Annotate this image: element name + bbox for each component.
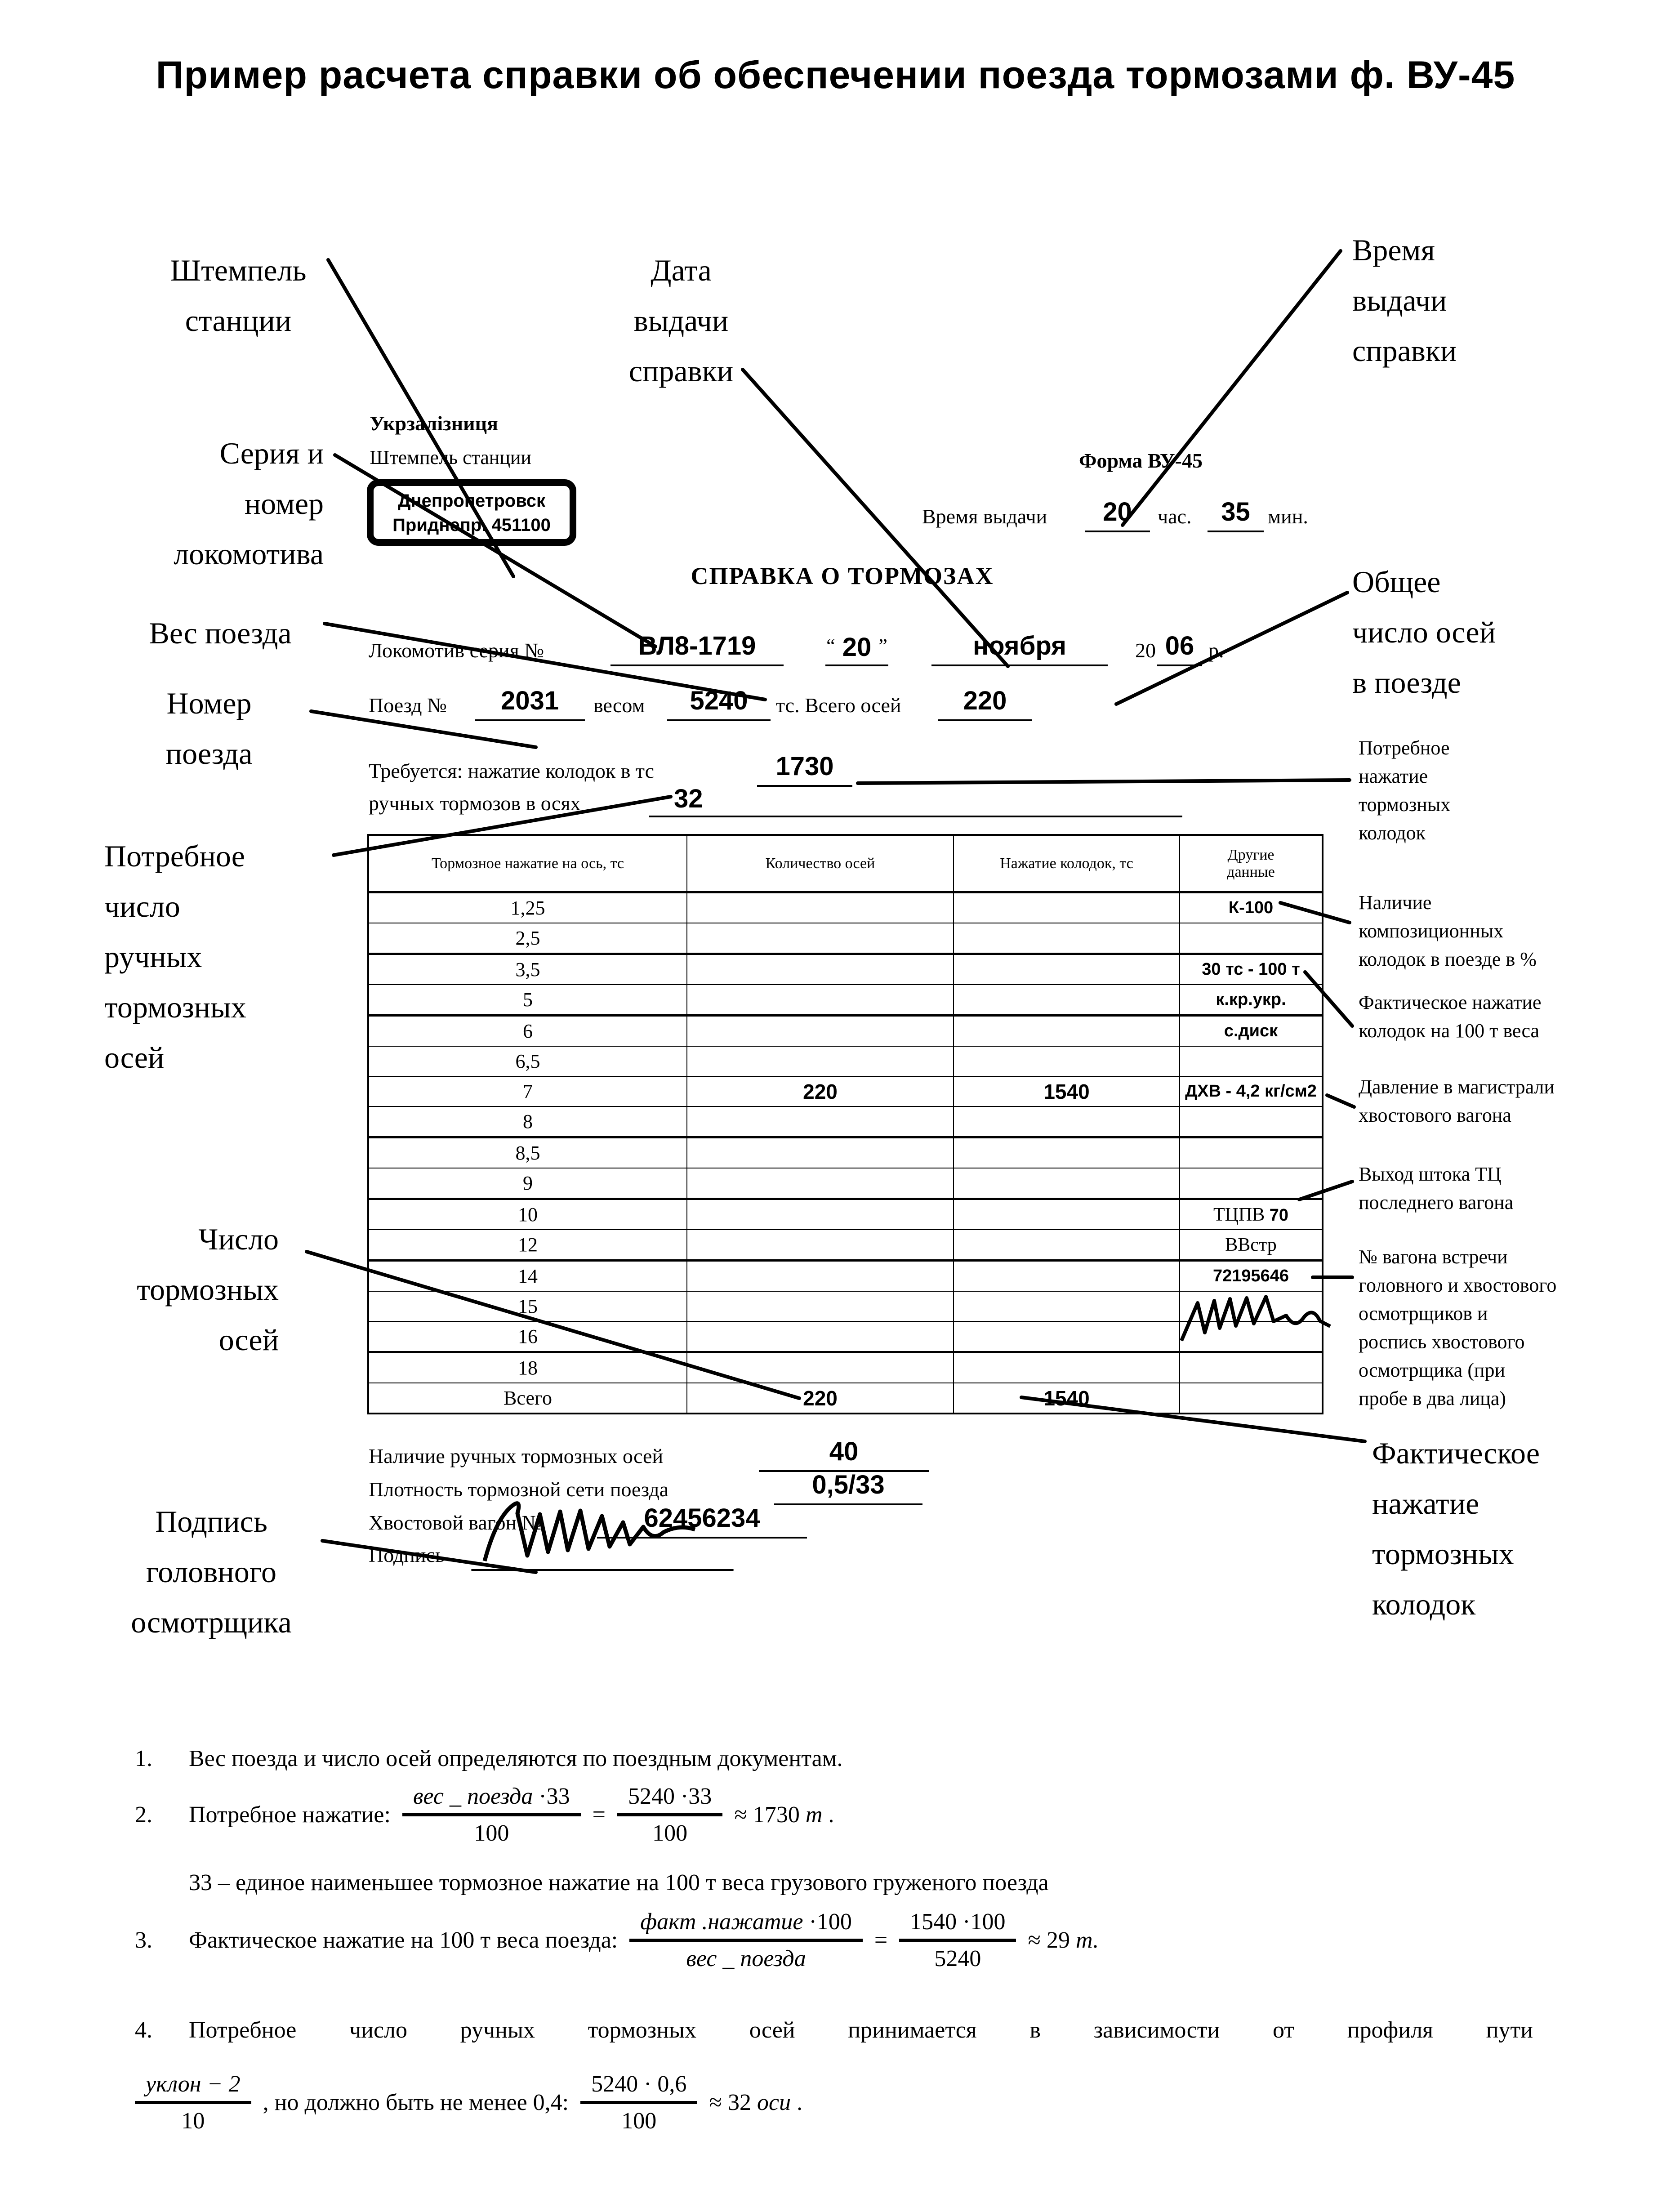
table-row: 8,5 [368, 1137, 1323, 1168]
table-row: 1,25 К-100 [368, 892, 1323, 923]
tail-wagon-value: 62456234 [597, 1503, 807, 1539]
note-3-result: ≈ 29 т. [1028, 1927, 1099, 1953]
note-2-result: ≈ 1730 т . [734, 1802, 834, 1828]
table-row: 14 72195646 [368, 1261, 1323, 1292]
note-2: 2. Потребное нажатие: $\frac{\text{вес \_ поезда ·33}}{100}$ = $\frac{5240 \cdot 33}{100}$ ≈ 1730 т . [135, 1784, 834, 1846]
col-header-axle-count: Количество осей [687, 835, 954, 892]
have-handbrake-label: Наличие ручных тормозных осей [369, 1445, 664, 1467]
line-required-force-label [858, 780, 1350, 783]
signature-label: Подпись [369, 1543, 445, 1566]
table-row: 5 к.кр.укр. [368, 985, 1323, 1016]
have-handbrake-value: 40 [759, 1437, 929, 1472]
required-force-label: Требуется: нажатие колодок в тс [369, 759, 655, 782]
annotation-brake-axles: Число тормозных осей [137, 1222, 279, 1357]
brake-pressure-table [367, 834, 1323, 1414]
table-row: 7 220 1540 ДХВ - 4,2 кг/см2 [368, 1076, 1323, 1106]
table-row: 12 ВВстр [368, 1230, 1323, 1261]
annotation-actual-force: Фактическое нажатие тормозных колодок [1372, 1436, 1540, 1621]
annotation-rod: Выход штока ТЦ последнего вагона [1359, 1163, 1514, 1213]
table-row: 9 [368, 1168, 1323, 1199]
density-label: Плотность тормозной сети поезда [369, 1478, 669, 1501]
train-number-label: Поезд № [369, 694, 447, 717]
note-4-fraction-1: $\frac{\text{уклон − 2}}{10}$ [135, 2071, 251, 2134]
issue-year-suffix: р. [1208, 639, 1224, 662]
table-body [368, 892, 1323, 1414]
railway-org-name: Укрзалізниця [370, 412, 498, 435]
required-force-value: 1730 [757, 752, 852, 787]
note-4-mid: , но должно быть не менее 0,4: [263, 2090, 569, 2115]
annotation-signature: Подпись головного осмотрщика [131, 1504, 292, 1639]
issue-year-prefix: 20 [1135, 639, 1156, 662]
note-3-lead: Фактическое нажатие на 100 т веса поезда: [189, 1927, 618, 1953]
table-row: 10 ТЦПВ 70 [368, 1199, 1323, 1230]
annotation-composite: Наличие композиционных колодок в поезде в % [1359, 892, 1537, 970]
hours-unit: час. [1158, 505, 1192, 528]
annotation-handbrake: Потребное число ручных тормозных осей [104, 839, 246, 1075]
annotation-total-axles: Общее число осей в поезде [1352, 565, 1496, 700]
issue-time-minutes: 35 [1208, 497, 1264, 532]
note-3: 3. Фактическое нажатие на 100 т веса поезда: $\frac{\text{факт .нажатие ·100}}{\text{вес \_ поезда}}$ = $\frac{1540 \cdot 100}{5240}$ ≈ 29 т. [135, 1909, 1099, 1971]
issue-day: “ 20 ” [825, 631, 888, 666]
table-row: 3,5 30 тс - 100 т [368, 954, 1323, 985]
line-pressure-label [1327, 1095, 1354, 1107]
weight-label: весом [593, 694, 645, 717]
col-header-other-data: Другие данные [1180, 835, 1323, 892]
annotation-date: Дата выдачи справки [628, 253, 734, 388]
page-title: Пример расчета справки об обеспечении поезда тормозами ф. ВУ-45 [156, 54, 1515, 97]
station-stamp [367, 479, 576, 546]
annotation-wagon-meet: № вагона встречи головного и хвостового осмотрщиков и роспись хвостового осмотрщика (при пробе в два лица) [1359, 1246, 1557, 1409]
note-2-explanation: 33 – единое наименьшее тормозное нажатие на 100 т веса грузового груженого поезда [189, 1870, 1049, 1895]
note-4-result: ≈ 32 оси . [709, 2090, 803, 2115]
minutes-unit: мин. [1268, 505, 1308, 528]
loco-series-value: ВЛ8-1719 [610, 631, 784, 666]
stamp-caption: Штемпель станции [370, 446, 532, 468]
stamp-code: Приднепр. 451100 [392, 515, 551, 535]
col-header-pressure-per-axle: Тормозное нажатие на ось, тс [368, 835, 687, 892]
table-row: 15 [368, 1291, 1323, 1321]
note-3-fraction-2: $\frac{1540 \cdot 100}{5240}$ [899, 1909, 1016, 1972]
table-row-total: Всего 220 1540 [368, 1383, 1323, 1414]
table-row: 6 с.диск [368, 1016, 1323, 1047]
train-weight-value: 5240 [667, 686, 771, 721]
certificate-heading: СПРАВКА О ТОРМОЗАХ [691, 562, 994, 589]
annotation-required-force: Потребное нажатие тормозных колодок [1359, 737, 1451, 844]
annotation-weight: Вес поезда [149, 616, 292, 650]
table-row: 18 [368, 1352, 1323, 1383]
table-header-row [368, 835, 1323, 892]
table-row: 16 [368, 1321, 1323, 1352]
note-2-lead: Потребное нажатие: [189, 1802, 391, 1828]
handbrake-axles-label: ручных тормозов в осях [369, 792, 581, 815]
tail-wagon-label: Хвостовой вагон № [369, 1511, 542, 1534]
issue-month: ноября [931, 631, 1108, 666]
total-axles-value: 220 [938, 686, 1032, 721]
note-1-text: Вес поезда и число осей определяются по поездным документам. [189, 1746, 843, 1771]
issue-time-label: Время выдачи [922, 505, 1047, 528]
annotation-time: Время выдачи справки [1352, 233, 1457, 368]
note-1: 1. Вес поезда и число осей определяются по поездным документам. [135, 1746, 843, 1771]
col-header-shoe-force: Нажатие колодок, тс [954, 835, 1180, 892]
density-value: 0,5/33 [774, 1470, 922, 1505]
note-4-fraction-2: $\frac{5240 \cdot 0,6}{100}$ [580, 2071, 697, 2134]
note-2-fraction-2: $\frac{5240 \cdot 33}{100}$ [617, 1783, 722, 1846]
issue-time-hours: 20 [1085, 497, 1150, 532]
table-row: 8 [368, 1106, 1323, 1137]
handbrake-axles-value: 32 [649, 784, 1182, 817]
note-4-line-1: 4. Потребное число ручных тормозных осей принимается в зависимости от профиля пути [135, 2017, 1533, 2043]
annotation-actual-100t: Фактическое нажатие колодок на 100 т веса [1359, 991, 1542, 1042]
line-time-label [1123, 251, 1341, 525]
note-4-text: Потребное число ручных тормозных осей принимается в зависимости от профиля пути [189, 2017, 1533, 2043]
train-number-value: 2031 [475, 686, 585, 721]
note-4-line-2 [135, 2071, 802, 2134]
form-code: Форма ВУ-45 [1079, 449, 1203, 472]
issue-year-value: 06 [1157, 631, 1202, 666]
loco-series-label: Локомотив серия № [369, 639, 544, 662]
axles-label: тс. Всего осей [776, 694, 901, 717]
table-row: 6,5 [368, 1046, 1323, 1076]
annotation-number: Номер поезда [165, 686, 253, 771]
table-row: 2,5 [368, 923, 1323, 954]
note-2-fraction-1: $\frac{\text{вес \_ поезда ·33}}{100}$ [402, 1783, 581, 1846]
annotation-pressure: Давление в магистрали хвостового вагона [1359, 1076, 1555, 1126]
stamp-city: Днепропетровск [397, 491, 546, 511]
note-3-fraction-1: $\frac{\text{факт .нажатие ·100}}{\text{вес \_ поезда}}$ [629, 1909, 863, 1972]
annotation-series: Серия и номер локомотива [174, 436, 324, 571]
annotation-stamp: Штемпель станции [170, 253, 307, 338]
